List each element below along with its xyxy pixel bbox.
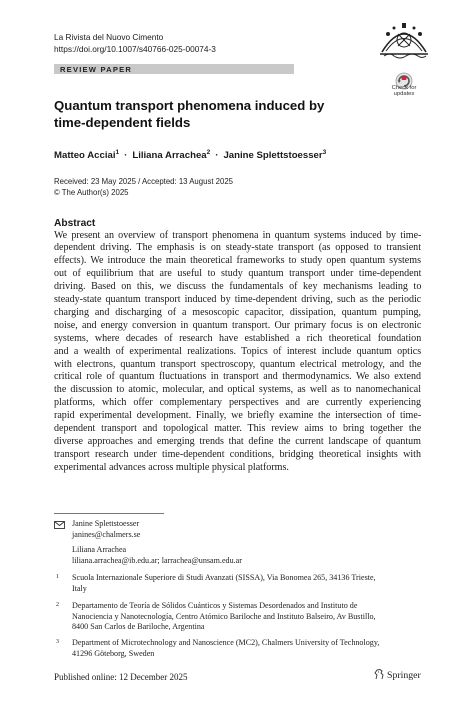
abstract-line: charging and discharging of a mesoscopic capacitor, dissipation, quantum pumping,	[54, 306, 421, 318]
abstract-line: noise, and energy conversion in quantum transport. Our primary focus is on electronic	[54, 319, 422, 331]
abstract-line: steady-state quantum transport induced by time-dependent driving, such as the periodic	[54, 294, 422, 306]
doi-link[interactable]: https://doi.org/10.1007/s40766-025-00074-3	[54, 44, 216, 54]
abstract-line: dependent transport and topological matter. This review aims to bring together the	[54, 423, 422, 435]
title-line: Quantum transport phenomena induced by	[54, 98, 325, 113]
affiliation-line: 8400 San Carlos de Bariloche, Argentina	[72, 622, 205, 632]
second-author-email[interactable]: liliana.arrachea@ib.edu.ar; larrachea@unsam.edu.ar	[72, 555, 242, 565]
affiliation-line: Departamento de Teoría de Sólidos Cuánticos y Sistemas Desordenados and Instituto de	[72, 601, 358, 610]
abstract-line: critical role of quantum fluctuations in transport and thermodynamics. We also extend	[54, 371, 421, 383]
author-separator: ·	[215, 150, 219, 161]
check-for-updates-line: Check for	[391, 85, 417, 91]
journal-name: La Rivista del Nuovo Cimento	[54, 32, 164, 42]
abstract-body	[54, 230, 421, 475]
paper-title	[54, 98, 354, 131]
affiliation-line: 41296 Göteborg, Sweden	[72, 648, 155, 658]
abstract-line: out of equilibrium that are useful to study quantum transport under time-dependent	[54, 268, 422, 280]
author-list	[54, 149, 326, 161]
abstract-line: platforms, which offer complementary perspectives and are currently experiencing	[54, 397, 422, 409]
springer-logo	[374, 669, 421, 681]
abstract-line: with electrons, quantum transport spectroscopy, quantum electrical metrology, and the	[54, 358, 422, 370]
abstract-line: driving. Based on this, we discuss the fundamentals of key mechanisms leading to	[54, 281, 422, 293]
springer-horse-icon	[374, 669, 384, 680]
abstract-line: transport research under time-dependent conditions, bridging theoretical insights with	[54, 448, 421, 460]
journal-logo	[378, 22, 430, 60]
affiliation-2	[72, 601, 427, 633]
affiliation-1	[72, 573, 427, 594]
author-separator: ·	[124, 150, 128, 161]
abstract-line: experimental advances across multiple physical platforms.	[54, 461, 289, 473]
publication-dates	[54, 177, 233, 198]
second-author-name: Liliana Arrachea	[72, 545, 127, 554]
received-accepted-dates: Received: 23 May 2025 / Accepted: 13 August 2025	[54, 177, 234, 186]
review-paper-label: REVIEW PAPER	[60, 64, 133, 74]
affiliation-line: Italy	[72, 583, 87, 593]
author-affiliation-sup: 1	[115, 149, 120, 156]
abstract-line: systems, where decades of research have established a rich theoretical foundation	[54, 332, 422, 344]
published-online-date: Published online: 12 December 2025	[54, 672, 188, 682]
affiliation-3	[72, 638, 427, 659]
affiliation-number: 3	[56, 639, 59, 645]
author-affiliation-sup: 3	[322, 149, 327, 156]
author-name: Matteo Acciai	[54, 150, 116, 161]
check-for-updates-label[interactable]	[383, 85, 425, 97]
footnote-divider	[54, 513, 164, 514]
abstract-line: effects). We introduce the main theoretical frameworks to study open quantum systems	[54, 255, 421, 267]
envelope-icon	[54, 521, 65, 529]
abstract-line: diverse approaches and emerging trends that define the current landscape of quantum	[54, 436, 421, 447]
corresponding-author-name: Janine Splettstoesser	[72, 519, 140, 528]
author-affiliation-sup: 2	[206, 149, 211, 156]
copyright-line: © The Author(s) 2025	[54, 187, 129, 197]
abstract-line: the discussion to atomic, molecular, and optical systems, as well as to nanomechanical	[54, 384, 421, 396]
affiliation-line: Department of Microtechnology and Nanoscience (MC2), Chalmers University of Technology,	[72, 638, 380, 647]
check-for-updates-line: updates	[393, 91, 415, 98]
publisher-name: Springer	[387, 670, 421, 681]
abstract-line: We present an overview of transport phenomena in quantum systems induced by time-	[54, 229, 422, 241]
author-name: Janine Splettstoesser	[223, 150, 323, 161]
title-line: time-dependent fields	[54, 114, 191, 130]
affiliation-line: Nanociencia y Nanotecnología, Centro Atómico Bariloche and Instituto Balseiro, Av Bustillo,	[72, 611, 376, 621]
author-name: Liliana Arrachea	[132, 150, 207, 161]
abstract-heading: Abstract	[54, 218, 96, 229]
affiliation-line: Scuola Internazionale Superiore di Studi Avanzati (SISSA), Via Bonomea 265, 34136 Trieste,	[72, 573, 376, 582]
affiliation-number: 1	[56, 574, 59, 580]
corresponding-author-email[interactable]: janines@chalmers.se	[72, 529, 141, 539]
abstract-line: rapid experimental development. Finally, we briefly examine the intersection of time-	[54, 410, 422, 422]
abstract-line: and a wealth of experimental realizations. Topics of interest include quantum optics	[54, 345, 422, 357]
abstract-line: dependent driving. The emphasis is on steady-state transport (as opposed to transient	[54, 242, 421, 254]
affiliation-number: 2	[56, 602, 59, 608]
